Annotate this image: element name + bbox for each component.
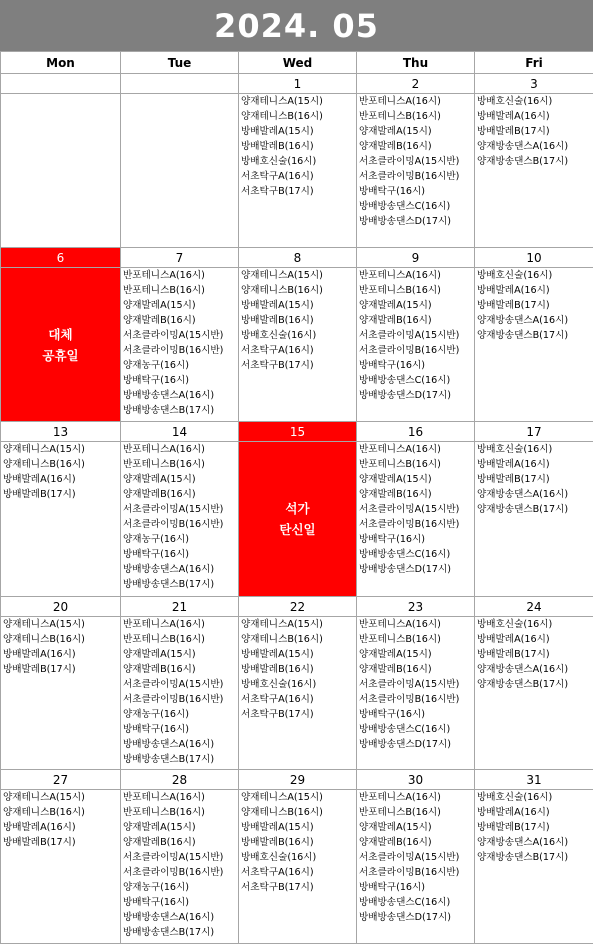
event-item: 양재테니스B(16시) [241,807,323,818]
event-item: 양재방송댄스B(17시) [477,679,569,690]
week-5-events-row [1,790,593,944]
week-4-daynum-row [1,597,593,617]
event-item: 방배탁구(16시) [359,534,426,545]
day-number: 8 [239,248,357,268]
weekday-fri: Fri [475,52,593,74]
event-item: 양재방송댄스B(17시) [477,156,569,167]
event-item: 방배발레A(15시) [241,822,314,833]
day-cell[interactable] [121,617,239,770]
event-item: 서초클라이밍B(16시반) [359,867,460,878]
event-item: 서초클라이밍B(16시반) [123,345,224,356]
event-item: 방배방송댄스B(17시) [123,405,215,416]
event-item: 방배방송댄스D(17시) [359,216,451,227]
event-item: 서초클라이밍A(15시반) [123,330,224,341]
event-item: 서초탁구A(16시) [241,345,314,356]
holiday-cell[interactable] [1,268,121,422]
event-item: 서초클라이밍A(15시반) [359,679,460,690]
weekday-tue: Tue [121,52,239,74]
event-item: 방배방송댄스A(16시) [123,390,215,401]
event-item: 방배탁구(16시) [123,897,190,908]
event-item: 양재농구(16시) [123,882,190,893]
event-item: 방배발레B(16시) [241,141,314,152]
event-item: 반포테니스A(16시) [359,792,441,803]
event-item: 방배발레A(15시) [241,300,314,311]
event-item: 서초클라이밍B(16시반) [123,519,224,530]
day-cell[interactable] [121,268,239,422]
holiday-cell[interactable] [239,442,357,597]
day-number: 17 [475,422,593,442]
day-number: 13 [1,422,121,442]
week-2-events-row [1,268,593,422]
day-number: 3 [475,74,593,94]
event-item: 반포테니스B(16시) [123,285,205,296]
event-item: 서초클라이밍A(15시반) [123,504,224,515]
event-item: 방배방송댄스B(17시) [123,927,215,938]
week-3-events-row [1,442,593,597]
event-item: 양재발레A(15시) [359,649,432,660]
event-item: 반포테니스A(16시) [359,270,441,281]
day-number: 24 [475,597,593,617]
day-cell[interactable] [121,442,239,597]
day-cell[interactable] [239,268,357,422]
event-item: 방배방송댄스C(16시) [359,897,451,908]
event-item: 방배방송댄스A(16시) [123,912,215,923]
event-item: 반포테니스B(16시) [359,285,441,296]
day-cell[interactable] [357,442,475,597]
event-item: 방배호신술(16시) [241,679,317,690]
event-item: 반포테니스B(16시) [359,459,441,470]
event-item: 방배방송댄스A(16시) [123,564,215,575]
event-item: 방배탁구(16시) [123,549,190,560]
event-item: 서초클라이밍B(16시반) [359,171,460,182]
event-item: 서초클라이밍B(16시반) [359,694,460,705]
day-cell[interactable] [1,94,121,248]
event-item: 반포테니스A(16시) [359,96,441,107]
event-item: 반포테니스B(16시) [123,634,205,645]
event-item: 방배발레A(16시) [477,634,550,645]
day-cell[interactable] [1,442,121,597]
day-cell[interactable] [475,94,593,248]
event-item: 양재발레B(16시) [359,489,432,500]
day-number: 10 [475,248,593,268]
week-1-events-row [1,94,593,248]
event-item: 방배발레B(16시) [241,837,314,848]
event-item: 반포테니스A(16시) [123,792,205,803]
day-cell[interactable] [121,790,239,944]
event-item: 방배호신술(16시) [241,156,317,167]
event-item: 방배호신술(16시) [477,619,553,630]
event-item: 서초탁구B(17시) [241,360,314,371]
event-item: 방배발레B(17시) [3,489,76,500]
event-item: 서초클라이밍A(15시반) [123,852,224,863]
event-item: 서초클라이밍A(15시반) [359,330,460,341]
day-cell[interactable] [239,94,357,248]
event-item: 서초탁구A(16시) [241,171,314,182]
event-item: 방배방송댄스B(17시) [123,579,215,590]
event-item: 방배발레B(17시) [477,649,550,660]
event-item: 양재테니스A(15시) [3,444,85,455]
event-item: 양재방송댄스A(16시) [477,315,569,326]
day-cell[interactable] [121,94,239,248]
event-item: 양재발레A(15시) [359,300,432,311]
event-item: 양재방송댄스A(16시) [477,664,569,675]
day-cell[interactable] [357,268,475,422]
event-item: 반포테니스A(16시) [359,444,441,455]
event-item: 서초탁구B(17시) [241,186,314,197]
event-item: 방배방송댄스D(17시) [359,390,451,401]
event-item: 방배탁구(16시) [123,375,190,386]
event-item: 방배방송댄스C(16시) [359,549,451,560]
event-item: 서초탁구B(17시) [241,709,314,720]
day-number: 7 [121,248,239,268]
event-item: 양재테니스B(16시) [241,634,323,645]
holiday-day-number: 6 [1,248,121,268]
calendar-title: 2024. 05 [0,0,593,51]
event-item: 양재테니스A(15시) [241,270,323,281]
event-item: 양재발레B(16시) [123,315,196,326]
event-item: 방배방송댄스B(17시) [123,754,215,765]
event-item: 양재방송댄스B(17시) [477,504,569,515]
event-item: 양재발레B(16시) [123,837,196,848]
day-cell[interactable] [239,617,357,770]
event-item: 방배발레A(16시) [3,474,76,485]
event-item: 방배발레A(16시) [477,111,550,122]
day-number: 30 [357,770,475,790]
day-number: 29 [239,770,357,790]
day-number: 21 [121,597,239,617]
holiday-day-number: 15 [239,422,357,442]
event-item: 양재방송댄스A(16시) [477,489,569,500]
week-3-daynum-row [1,422,593,442]
weekday-wed: Wed [239,52,357,74]
event-item: 방배발레A(16시) [3,822,76,833]
day-cell[interactable] [1,790,121,944]
holiday-label: 대체 공휴일 [42,326,79,363]
event-item: 방배발레A(16시) [477,459,550,470]
event-item: 양재발레A(15시) [359,126,432,137]
event-item: 방배호신술(16시) [241,330,317,341]
day-number: 9 [357,248,475,268]
event-item: 양재방송댄스A(16시) [477,837,569,848]
week-1-daynum-row [1,74,593,94]
event-item: 방배호신술(16시) [477,444,553,455]
event-item: 서초탁구B(17시) [241,882,314,893]
event-item: 양재발레B(16시) [359,837,432,848]
day-cell[interactable] [475,790,593,944]
day-cell[interactable] [475,268,593,422]
event-item: 방배탁구(16시) [359,882,426,893]
event-item: 반포테니스A(16시) [359,619,441,630]
event-item: 방배발레A(16시) [3,649,76,660]
week-2-daynum-row [1,248,593,268]
day-number: 22 [239,597,357,617]
day-number: 27 [1,770,121,790]
event-item: 방배발레B(17시) [477,300,550,311]
day-number: 20 [1,597,121,617]
day-cell[interactable] [357,94,475,248]
event-item: 양재테니스B(16시) [241,285,323,296]
event-item: 방배발레A(16시) [477,807,550,818]
event-item: 서초탁구A(16시) [241,694,314,705]
day-number: 31 [475,770,593,790]
event-item: 양재발레B(16시) [359,315,432,326]
weekday-thu: Thu [357,52,475,74]
event-item: 방배호신술(16시) [477,96,553,107]
event-item: 양재테니스A(15시) [241,96,323,107]
event-item: 반포테니스A(16시) [123,270,205,281]
event-item: 양재방송댄스A(16시) [477,141,569,152]
event-item: 양재방송댄스B(17시) [477,852,569,863]
event-item: 서초클라이밍A(15시반) [359,852,460,863]
event-item: 방배호신술(16시) [477,792,553,803]
calendar-grid [0,51,593,944]
event-item: 반포테니스B(16시) [359,807,441,818]
weekday-header-row [1,52,593,74]
event-item: 서초클라이밍A(15시반) [123,679,224,690]
day-number [1,74,121,94]
event-item: 방배발레B(17시) [3,664,76,675]
event-item: 양재방송댄스B(17시) [477,330,569,341]
day-cell[interactable] [357,617,475,770]
event-item: 서초클라이밍A(15시반) [359,504,460,515]
event-item: 방배방송댄스C(16시) [359,201,451,212]
event-item: 방배탁구(16시) [123,724,190,735]
event-item: 양재농구(16시) [123,709,190,720]
event-item: 반포테니스A(16시) [123,444,205,455]
event-item: 서초클라이밍A(15시반) [359,156,460,167]
event-item: 양재발레B(16시) [123,664,196,675]
event-item: 양재테니스A(15시) [241,792,323,803]
event-item: 양재발레A(15시) [123,822,196,833]
event-item: 방배방송댄스C(16시) [359,724,451,735]
day-number: 2 [357,74,475,94]
event-item: 양재테니스B(16시) [3,459,85,470]
event-item: 반포테니스B(16시) [359,634,441,645]
event-item: 방배방송댄스C(16시) [359,375,451,386]
day-number [121,74,239,94]
event-item: 서초클라이밍B(16시반) [359,519,460,530]
event-item: 양재발레A(15시) [123,300,196,311]
event-item: 방배발레A(15시) [241,126,314,137]
day-number: 28 [121,770,239,790]
event-item: 서초탁구A(16시) [241,867,314,878]
event-item: 방배발레B(17시) [477,474,550,485]
event-item: 양재테니스A(15시) [3,619,85,630]
event-item: 방배탁구(16시) [359,709,426,720]
event-item: 양재농구(16시) [123,534,190,545]
event-item: 양재발레B(16시) [359,664,432,675]
weeks-body [1,74,593,944]
event-item: 반포테니스B(16시) [123,459,205,470]
event-item: 방배호신술(16시) [241,852,317,863]
event-item: 양재테니스A(15시) [241,619,323,630]
event-item: 서초클라이밍B(16시반) [123,867,224,878]
day-number: 1 [239,74,357,94]
week-4-events-row [1,617,593,770]
event-item: 방배방송댄스D(17시) [359,564,451,575]
event-item: 방배발레A(16시) [477,285,550,296]
event-item: 양재테니스B(16시) [3,807,85,818]
day-cell[interactable] [475,442,593,597]
day-cell[interactable] [357,790,475,944]
event-item: 방배발레B(17시) [3,837,76,848]
event-item: 반포테니스B(16시) [359,111,441,122]
event-item: 방배탁구(16시) [359,360,426,371]
event-item: 양재농구(16시) [123,360,190,371]
event-item: 양재테니스B(16시) [3,634,85,645]
event-item: 양재발레B(16시) [359,141,432,152]
event-item: 방배발레A(15시) [241,649,314,660]
day-cell[interactable] [239,790,357,944]
holiday-label: 석가 탄신일 [279,501,316,537]
week-5-daynum-row [1,770,593,790]
event-item: 반포테니스A(16시) [123,619,205,630]
event-item: 양재발레B(16시) [123,489,196,500]
event-item: 양재테니스A(15시) [3,792,85,803]
event-item: 서초클라이밍B(16시반) [359,345,460,356]
day-cell[interactable] [1,617,121,770]
event-item: 방배호신술(16시) [477,270,553,281]
event-item: 방배방송댄스D(17시) [359,912,451,923]
event-item: 방배탁구(16시) [359,186,426,197]
event-item: 양재발레A(15시) [359,822,432,833]
day-cell[interactable] [475,617,593,770]
event-item: 방배발레B(17시) [477,126,550,137]
event-item: 양재발레A(15시) [359,474,432,485]
event-item: 방배발레B(16시) [241,664,314,675]
day-number: 23 [357,597,475,617]
event-item: 반포테니스B(16시) [123,807,205,818]
event-item: 서초클라이밍B(16시반) [123,694,224,705]
weekday-mon: Mon [1,52,121,74]
day-number: 14 [121,422,239,442]
event-item: 방배방송댄스D(17시) [359,739,451,750]
event-item: 양재발레A(15시) [123,649,196,660]
event-item: 양재테니스B(16시) [241,111,323,122]
event-item: 방배방송댄스A(16시) [123,739,215,750]
day-number: 16 [357,422,475,442]
event-item: 양재발레A(15시) [123,474,196,485]
event-item: 방배발레B(16시) [241,315,314,326]
event-item: 방배발레B(17시) [477,822,550,833]
